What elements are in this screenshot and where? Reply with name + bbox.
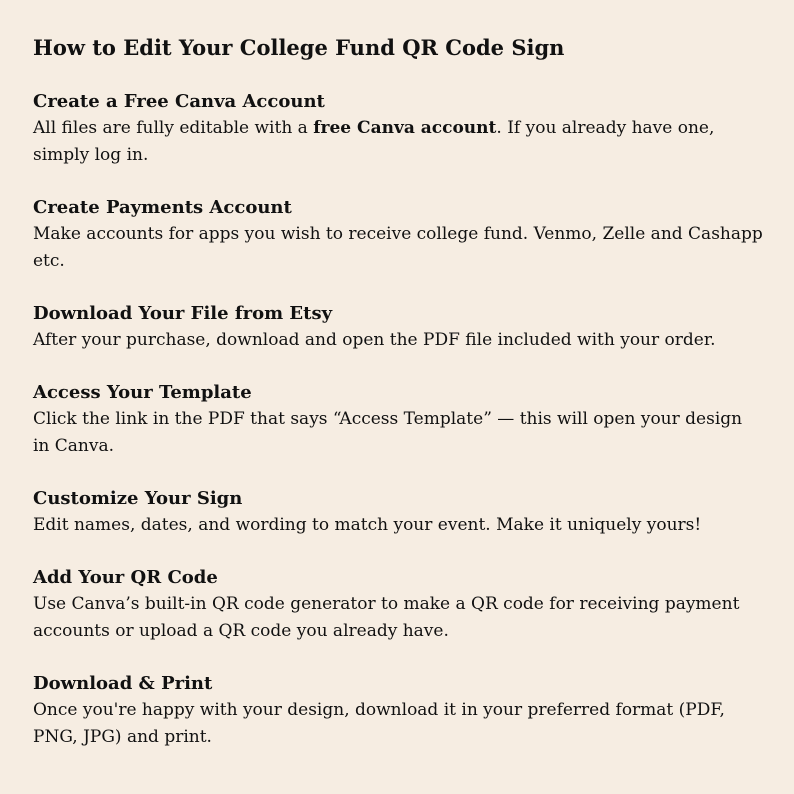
step-description-bold-text: free Canva account xyxy=(313,118,497,138)
step-description: After your purchase, download and open the PDF file included with your order. xyxy=(33,330,716,350)
step-access-template xyxy=(33,380,764,460)
step-description: Make accounts for apps you wish to receive college fund. Venmo, Zelle and Cashapp etc. xyxy=(33,224,763,271)
step-create-canva-account xyxy=(33,89,764,169)
page-title: How to Edit Your College Fund QR Code Sign xyxy=(33,35,565,60)
step-heading: Add Your QR Code xyxy=(33,567,218,588)
step-description: Click the link in the PDF that says “Access Template” — this will open your design in Canva. xyxy=(33,409,743,456)
step-download-file xyxy=(33,301,764,354)
step-description xyxy=(33,115,763,169)
step-heading: Customize Your Sign xyxy=(33,488,243,509)
step-heading: Create a Free Canva Account xyxy=(33,91,325,112)
step-heading: Create Payments Account xyxy=(33,197,292,218)
step-description-text: All files are fully editable with a xyxy=(33,118,314,138)
step-description: Edit names, dates, and wording to match your event. Make it uniquely yours! xyxy=(33,515,702,535)
step-description: Use Canva’s built-in QR code generator to make a QR code for receiving payment accounts or upload a QR code you already have. xyxy=(33,594,740,641)
step-heading: Download & Print xyxy=(33,673,213,694)
step-description: Once you're happy with your design, download it in your preferred format (PDF, PNG, JPG) and print. xyxy=(33,700,725,747)
step-download-print xyxy=(33,671,764,751)
step-heading: Access Your Template xyxy=(33,382,252,403)
step-create-payments-account xyxy=(33,195,764,275)
step-add-qr-code xyxy=(33,565,764,645)
step-description-text-end: . If you already have one, simply log in. xyxy=(33,118,715,165)
step-heading: Download Your File from Etsy xyxy=(33,303,333,324)
step-customize-sign xyxy=(33,486,764,539)
